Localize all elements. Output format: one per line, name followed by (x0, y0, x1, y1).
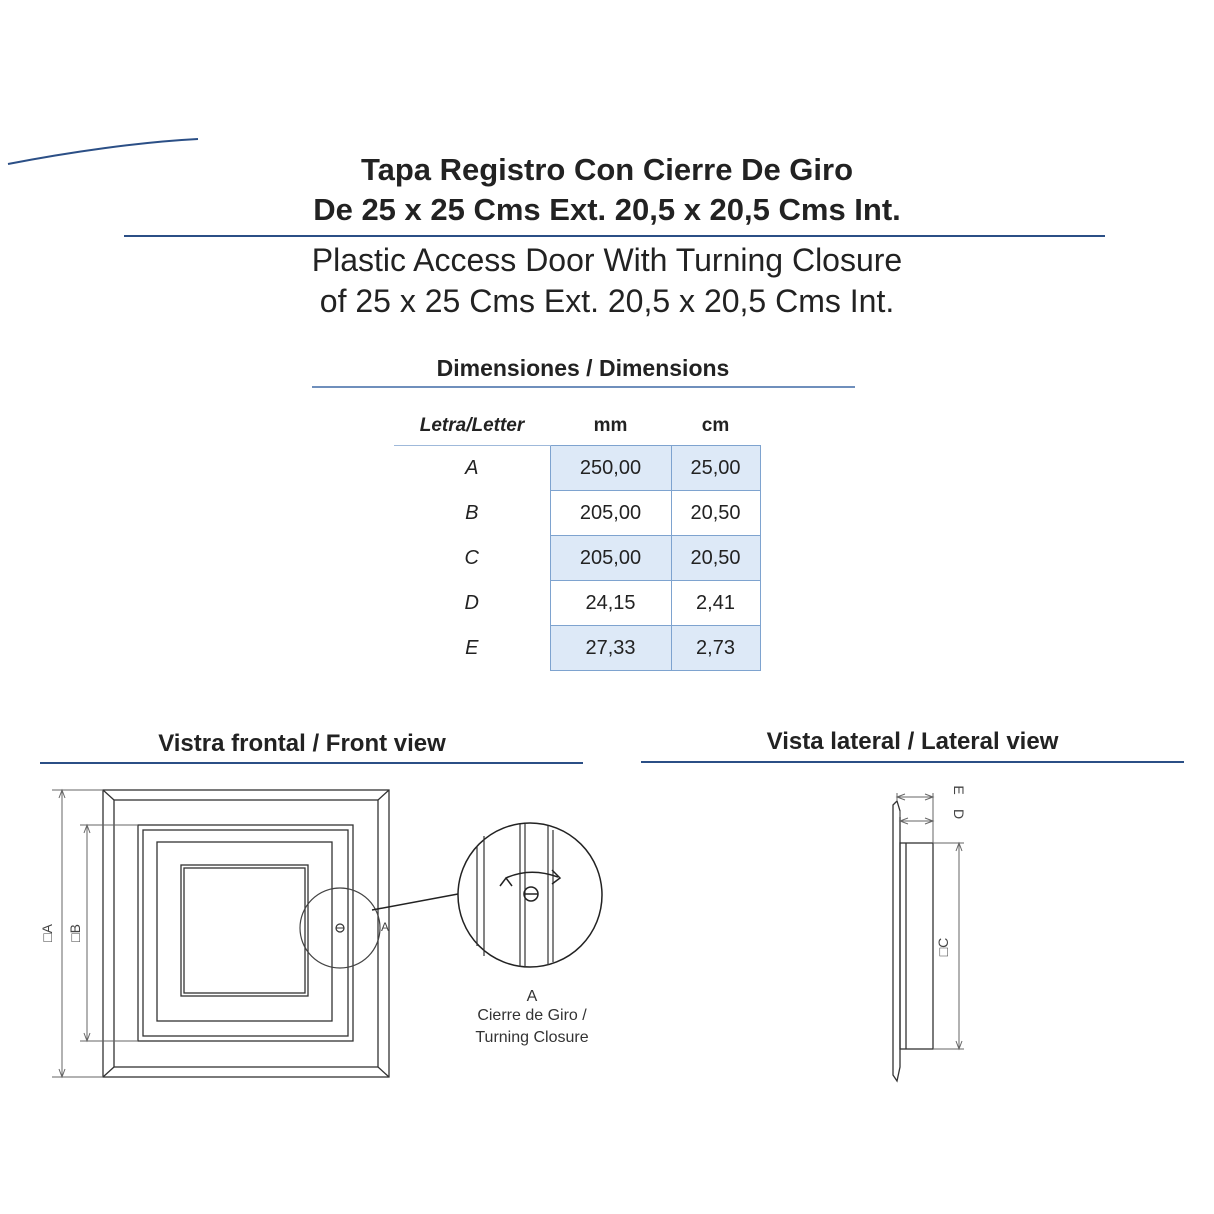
dimensions-table (394, 407, 761, 671)
header-mm: mm (550, 407, 671, 446)
outer-frame-inner (114, 800, 378, 1067)
door-window (181, 865, 308, 996)
row-cm: 2,73 (671, 626, 760, 671)
title-divider (124, 235, 1105, 237)
door-window-inner (184, 868, 305, 993)
row-mm: 24,15 (550, 581, 671, 626)
title-english-line1: Plastic Access Door With Turning Closure (311, 242, 903, 278)
front-view-divider (40, 762, 583, 764)
detail-caption-line2: Turning Closure (475, 1029, 589, 1046)
row-cm: 25,00 (671, 446, 760, 491)
row-letter: A (465, 456, 479, 479)
row-mm: 27,33 (550, 626, 671, 671)
row-cm: 20,50 (671, 491, 760, 536)
row-mm: 205,00 (550, 491, 671, 536)
table-row (394, 626, 760, 671)
row-cm: 20,50 (671, 536, 760, 581)
row-letter: E (465, 636, 479, 659)
table-header-row (394, 407, 760, 446)
lateral-view-divider (641, 761, 1184, 763)
dimension-c-label: □C (935, 937, 951, 957)
dimensions-divider (312, 386, 855, 388)
table-row (394, 581, 760, 626)
outer-frame (103, 790, 389, 1077)
title-spanish-line1: Tapa Registro Con Cierre De Giro (360, 152, 854, 187)
title-english-line2: of 25 x 25 Cms Ext. 20,5 x 20,5 Cms Int. (319, 283, 895, 319)
header-cm: cm (671, 407, 760, 446)
dimension-b-label: □B (67, 924, 83, 942)
lateral-body (900, 843, 933, 1049)
row-mm: 250,00 (550, 446, 671, 491)
dimension-e-label: E (951, 785, 967, 795)
closure-marker-label: A (381, 920, 390, 934)
lateral-view-heading: Vista lateral / Lateral view (766, 728, 1059, 755)
front-view-drawing (0, 770, 640, 1090)
door-panel-inner (143, 830, 348, 1036)
front-view-heading: Vistra frontal / Front view (158, 730, 446, 757)
lateral-flange (893, 801, 900, 1081)
closure-knob-icon (336, 924, 344, 932)
title-spanish-line2: De 25 x 25 Cms Ext. 20,5 x 20,5 Cms Int. (313, 192, 901, 227)
dimensions-heading: Dimensiones / Dimensions (436, 355, 730, 381)
row-letter: C (464, 546, 479, 569)
lateral-view-drawing (860, 775, 1020, 1095)
detail-letter: A (526, 988, 538, 1005)
header-letter: Letra/Letter (394, 407, 550, 446)
turning-arrow-icon (500, 870, 560, 901)
dimension-d-label: D (951, 808, 967, 820)
door-panel (138, 825, 353, 1041)
row-letter: D (464, 591, 479, 614)
table-row (394, 446, 760, 491)
table-row (394, 491, 760, 536)
door-recess (157, 842, 332, 1021)
row-cm: 2,41 (671, 581, 760, 626)
table-row (394, 536, 760, 581)
row-mm: 205,00 (550, 536, 671, 581)
detail-caption-line1: Cierre de Giro / (477, 1007, 587, 1024)
detail-circle (458, 823, 602, 967)
row-letter: B (465, 501, 479, 524)
dimension-a-label: □A (39, 924, 55, 942)
